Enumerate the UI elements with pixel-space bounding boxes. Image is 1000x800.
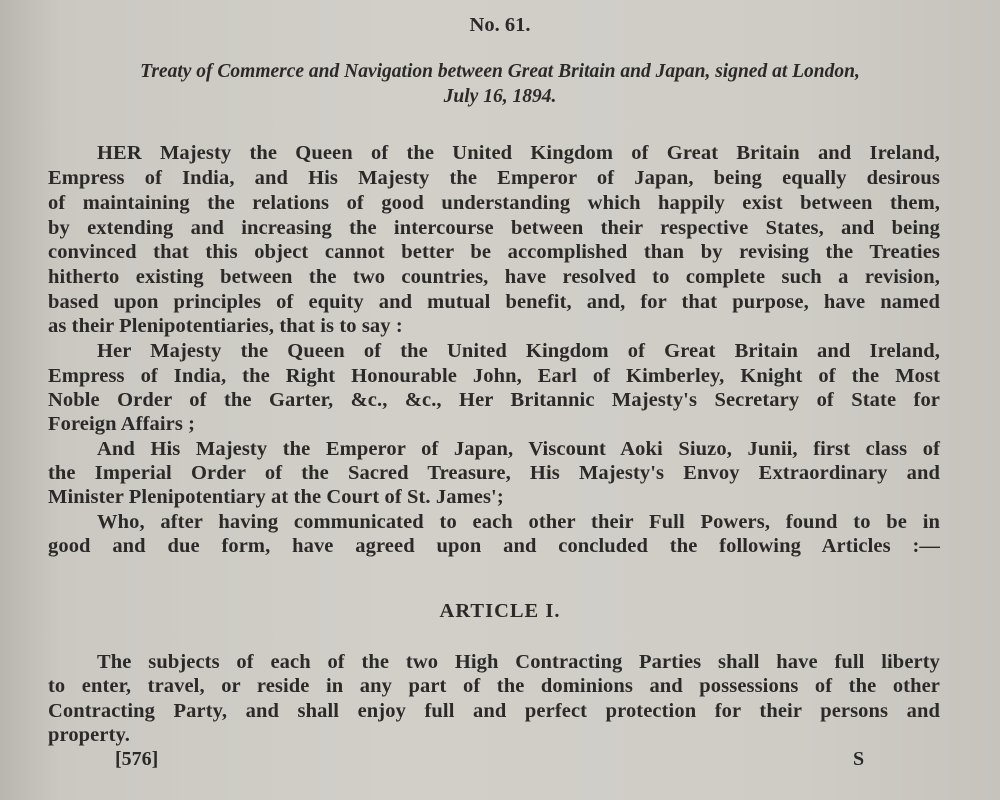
plenipotentiary-jp-line: Minister Plenipotentiary at the Court of St. James'; xyxy=(48,486,504,508)
plenipotentiary-gb-line: Noble Order of the Garter, &c., &c., Her Britannic Majesty's Secretary of State for xyxy=(48,389,940,411)
preamble-line: HER Majesty the Queen of the United Kingdom of Great Britain and Ireland, xyxy=(97,142,940,164)
article-line: The subjects of each of the two High Contracting Parties shall have full liberty xyxy=(97,651,940,673)
preamble-line: convinced that this object cannot better be accomplished than by revising the Treaties xyxy=(48,241,940,263)
treaty-title-line-2: July 16, 1894. xyxy=(443,86,557,107)
plenipotentiary-jp-line: And His Majesty the Emperor of Japan, Viscount Aoki Siuzo, Junii, first class of xyxy=(97,438,940,460)
article-line: to enter, travel, or reside in any part of the dominions and possessions of the other xyxy=(48,675,940,697)
preamble-line: Empress of India, and His Majesty the Emperor of Japan, being equally desirous xyxy=(48,167,940,189)
closing-line: good and due form, have agreed upon and concluded the following Articles :— xyxy=(48,535,940,557)
plenipotentiary-gb-line: Her Majesty the Queen of the United Kingdom of Great Britain and Ireland, xyxy=(97,340,940,362)
article-line: property. xyxy=(48,724,130,746)
preamble-line: as their Plenipotentiaries, that is to say : xyxy=(48,315,403,337)
plenipotentiary-gb-line: Foreign Affairs ; xyxy=(48,413,196,435)
preamble-line: based upon principles of equity and mutual benefit, and, for that purpose, have named xyxy=(48,291,940,313)
signature-mark: S xyxy=(853,748,865,770)
preamble-line: hitherto existing between the two countries, have resolved to complete such a revision, xyxy=(48,266,940,288)
plenipotentiary-gb-line: Empress of India, the Right Honourable John, Earl of Kimberley, Knight of the Most xyxy=(48,365,940,387)
plenipotentiary-jp-line: the Imperial Order of the Sacred Treasure, His Majesty's Envoy Extraordinary and xyxy=(48,462,940,484)
closing-line: Who, after having communicated to each other their Full Powers, found to be in xyxy=(97,511,940,533)
preamble-line: by extending and increasing the intercourse between their respective States, and being xyxy=(48,217,940,239)
treaty-number: No. 61. xyxy=(469,14,531,36)
page-reference: [576] xyxy=(115,748,159,770)
preamble-line: of maintaining the relations of good understanding which happily exist between them, xyxy=(48,192,940,214)
article-heading: ARTICLE I. xyxy=(439,600,561,622)
article-line: Contracting Party, and shall enjoy full and perfect protection for their persons and xyxy=(48,700,940,722)
treaty-title-line-1: Treaty of Commerce and Navigation between Great Britain and Japan, signed at London, xyxy=(140,61,860,82)
